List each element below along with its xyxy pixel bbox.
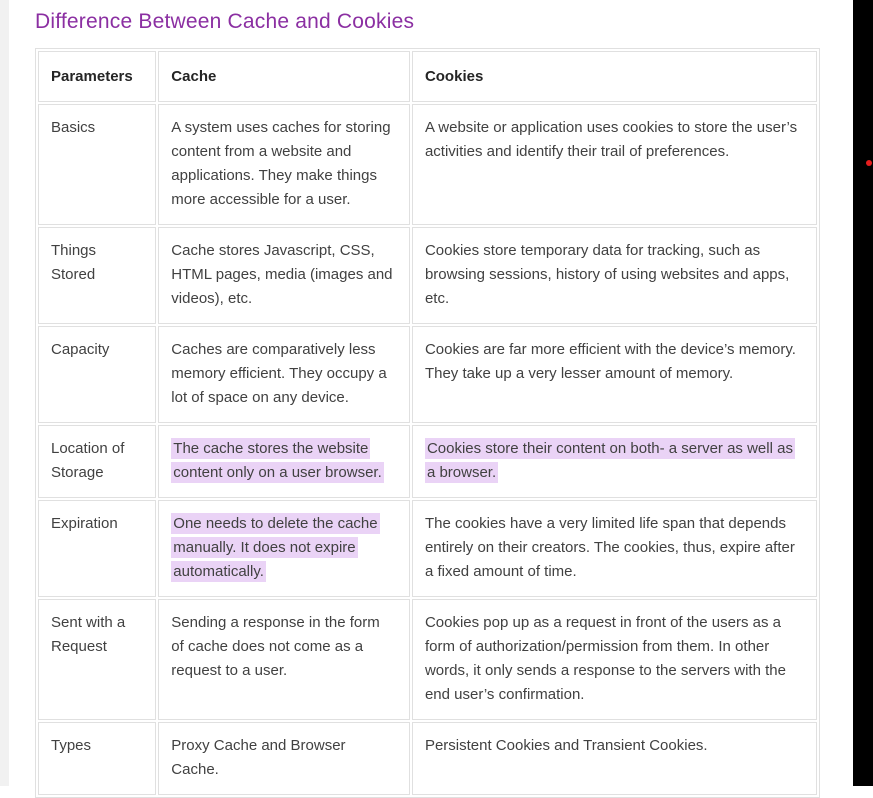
cell-text: Cookies are far more efficient with the device’s memory. They take up a very lesser amount of memory. — [424, 341, 796, 382]
cookies-cell — [412, 326, 817, 423]
table-row — [38, 104, 817, 225]
parameter-cell — [38, 722, 156, 795]
cell-text: Persistent Cookies and Transient Cookies. — [424, 737, 708, 754]
cell-text: Location of Storage — [51, 440, 125, 481]
cell-text: A website or application uses cookies to store the user’s activities and identify their trail of preferences. — [424, 119, 798, 160]
article-content — [35, 10, 821, 798]
cell-text: Cookies store temporary data for tracking, such as browsing sessions, history of using websites and apps, etc. — [424, 242, 790, 307]
cell-text: Cookies pop up as a request in front of the users as a form of authorization/permission from them. In other words, it only sends a response to the servers with the end user’s confirmation. — [424, 614, 786, 703]
cookies-cell — [412, 722, 817, 795]
cache-cell — [158, 326, 410, 423]
highlighted-text: The cache stores the website content only on a user browser. — [173, 440, 382, 481]
cell-text: Things Stored — [51, 242, 97, 283]
cell-text: Basics — [51, 119, 96, 136]
cell-text: Proxy Cache and Browser Cache. — [171, 737, 346, 778]
cell-text: Sending a response in the form of cache does not come as a request to a user. — [171, 614, 380, 679]
right-black-bar — [853, 0, 873, 786]
cache-cell — [158, 227, 410, 324]
cookies-cell — [412, 500, 817, 597]
parameter-cell — [38, 326, 156, 423]
cookies-cell — [412, 425, 817, 498]
header-cookies: Cookies — [412, 51, 817, 102]
highlighted-text: Cookies store their content on both- a server as well as a browser. — [426, 440, 793, 481]
header-cache: Cache — [158, 51, 410, 102]
cell-text: Caches are comparatively less memory efficient. They occupy a lot of space on any device. — [171, 341, 387, 406]
table-row — [38, 722, 817, 795]
cache-cell — [158, 425, 410, 498]
parameter-cell — [38, 425, 156, 498]
table-row — [38, 227, 817, 324]
parameter-cell — [38, 500, 156, 597]
page-left-edge-strip — [0, 0, 9, 786]
cache-cookies-comparison-table — [35, 48, 820, 798]
cookies-cell — [412, 599, 817, 720]
cell-text: Expiration — [51, 515, 118, 532]
table-row — [38, 425, 817, 498]
table-row — [38, 326, 817, 423]
cache-cell — [158, 104, 410, 225]
table-header-row — [38, 51, 817, 102]
table-row — [38, 500, 817, 597]
table-body — [38, 104, 817, 795]
highlighted-text: One needs to delete the cache manually. It does not expire automatically. — [173, 515, 378, 580]
cell-text: The cookies have a very limited life span that depends entirely on their creators. The cookies, thus, expire after a fixed amount of time. — [424, 515, 795, 580]
red-dot-indicator — [866, 160, 872, 166]
cache-cell — [158, 722, 410, 795]
cell-text: Cache stores Javascript, CSS, HTML pages, media (images and videos), etc. — [171, 242, 393, 307]
cell-text: Sent with a Request — [51, 614, 126, 655]
parameter-cell — [38, 227, 156, 324]
page-title: Difference Between Cache and Cookies — [35, 10, 415, 33]
parameter-cell — [38, 104, 156, 225]
table-row — [38, 599, 817, 720]
cookies-cell — [412, 227, 817, 324]
cache-cell — [158, 599, 410, 720]
cell-text: Capacity — [51, 341, 110, 358]
cell-text: Types — [51, 737, 92, 754]
parameter-cell — [38, 599, 156, 720]
cookies-cell — [412, 104, 817, 225]
cell-text: A system uses caches for storing content from a website and applications. They make things more accessible for a user. — [171, 119, 391, 208]
header-parameters: Parameters — [38, 51, 156, 102]
cache-cell — [158, 500, 410, 597]
